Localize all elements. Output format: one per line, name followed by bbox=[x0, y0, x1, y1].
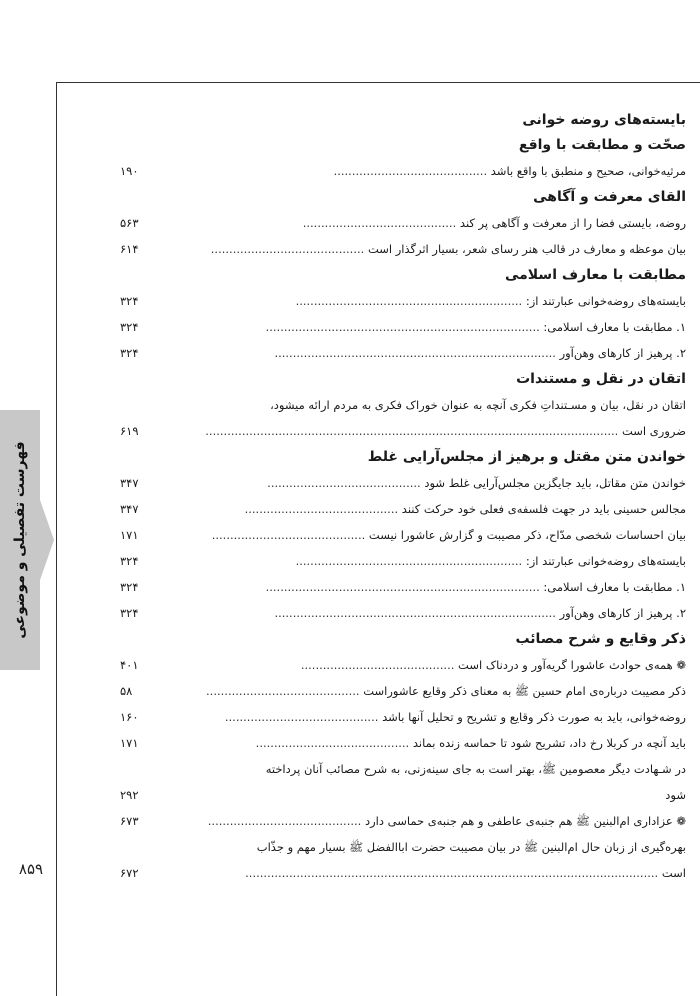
entry-text: بیان موعظه و معارف در قالب هنر رسای شعر، بسیار اثرگذار است bbox=[367, 242, 686, 256]
index-entry-multiline bbox=[120, 834, 686, 886]
leader-dots: ........................................................................... bbox=[265, 580, 540, 594]
entry-page: ۱۷۱ bbox=[120, 730, 141, 756]
entry-page: ۳۲۴ bbox=[120, 600, 141, 626]
index-title: بایسته‌های روضه خوانی bbox=[522, 112, 686, 128]
index-entry bbox=[120, 236, 686, 262]
page-frame-left-rule bbox=[56, 82, 57, 996]
page-frame-top-rule bbox=[56, 82, 700, 83]
entry-page: ۳۲۴ bbox=[120, 574, 141, 600]
entry-continuation-text: است bbox=[661, 866, 686, 880]
entry-page: ۱۷۱ bbox=[120, 522, 141, 548]
leader-dots: .......................................... bbox=[224, 710, 379, 724]
leader-dots: .............................................................. bbox=[295, 554, 523, 568]
index-entry bbox=[120, 808, 686, 834]
entry-text: مجالس حسینی باید در جهت فلسفه‌ی فعلی خود حرکت کنند bbox=[401, 502, 686, 516]
entry-text: بیان احساسات شخصی مدّاح، ذکر مصیبت و گزارش عاشورا نیست bbox=[368, 528, 686, 542]
index-entry bbox=[120, 678, 686, 704]
entry-text: ۱. مطابقت با معارف اسلامی: bbox=[543, 320, 686, 334]
index-entry bbox=[120, 340, 686, 366]
index-entry-multiline bbox=[120, 392, 686, 444]
entry-text: خواندن متن مقاتل، باید جایگزین مجلس‌آرایی غلط شود bbox=[424, 476, 686, 490]
entry-page: ۶۷۳ bbox=[120, 808, 141, 834]
entry-page: ۶۷۲ bbox=[120, 860, 141, 886]
entry-page: ۶۱۹ bbox=[120, 418, 141, 444]
entry-text: ۲. پرهیز از کارهای وهن‌آور bbox=[559, 606, 686, 620]
entry-text: در شـهادت دیگر معصومین ﷺ، بهتر است به جای سینه‌زنی، به شرح مصائب آنان پرداخته bbox=[265, 762, 686, 776]
entry-page: ۳۲۴ bbox=[120, 314, 141, 340]
index-entry bbox=[120, 704, 686, 730]
entry-text: بهره‌گیری از زبان حال ام‌البنین ﷺ در بیان مصیبت حضرت اباالفضل ﷺ بسیار مهم و جذّاب bbox=[256, 840, 686, 854]
section-heading: اتقان در نقل و مستندات bbox=[516, 371, 686, 387]
entry-text: ذکر مصیبت درباره‌ی امام حسین ﷺ به معنای ذکر وقایع عاشوراست bbox=[363, 684, 686, 698]
entry-page: ۳۲۴ bbox=[120, 288, 141, 314]
entry-text: ❁ عزاداری ام‌البنین ﷺ هم جنبه‌ی عاطفی و هم جنبه‌ی حماسی دارد bbox=[364, 814, 686, 828]
entry-text: روضه، بایستی فضا را از معرفت و آگاهی پر کند bbox=[459, 216, 686, 230]
index-entry bbox=[120, 652, 686, 678]
side-tab-label: فهرست تفصیلی و موضوعی bbox=[12, 441, 28, 639]
entry-page: ۵۸ bbox=[120, 678, 134, 704]
entry-page: ۲۹۲ bbox=[120, 782, 141, 808]
entry-continuation bbox=[120, 418, 686, 444]
index-entry bbox=[120, 210, 686, 236]
leader-dots: .......................................... bbox=[210, 242, 365, 256]
index-entry bbox=[120, 158, 686, 184]
entry-page: ۶۱۴ bbox=[120, 236, 141, 262]
entry-continuation bbox=[120, 860, 686, 886]
section-heading: خواندن متن مقتل و برهیز از مجلس‌آرایی غلط bbox=[367, 449, 686, 465]
entry-text: مرثیه‌خوانی، صحیح و منطبق با واقع باشد bbox=[490, 164, 686, 178]
section-heading: صحّت و مطابقت با واقع bbox=[518, 137, 686, 153]
entry-page: ۳۲۴ bbox=[120, 548, 141, 574]
section-heading: مطابقت با معارف اسلامی bbox=[504, 267, 686, 283]
index-entry-multiline bbox=[120, 756, 686, 808]
leader-dots: .......................................... bbox=[211, 528, 366, 542]
leader-dots: .......................................... bbox=[333, 164, 488, 178]
entry-page: ۳۴۷ bbox=[120, 470, 141, 496]
index-entry bbox=[120, 522, 686, 548]
leader-dots: ................................................................................................................. bbox=[245, 866, 659, 880]
entry-text: بایسته‌های روضه‌خوانی عبارتند از: bbox=[525, 554, 686, 568]
entry-text: ۱. مطابقت با معارف اسلامی: bbox=[543, 580, 686, 594]
leader-dots: ............................................................................. bbox=[274, 346, 556, 360]
leader-dots: ............................................................................. bbox=[274, 606, 556, 620]
index-entry bbox=[120, 574, 686, 600]
entry-text: ❁ همه‌ی حوادث عاشورا گریه‌آور و دردناک است bbox=[458, 658, 686, 672]
entry-page: ۳۴۷ bbox=[120, 496, 141, 522]
leader-dots: .......................................... bbox=[206, 684, 360, 698]
leader-dots: ........................................................................... bbox=[265, 320, 540, 334]
leader-dots: .......................................... bbox=[300, 658, 455, 672]
leader-dots: .......................................... bbox=[302, 216, 457, 230]
index-content bbox=[120, 108, 686, 886]
leader-dots: .............................................................. bbox=[295, 294, 523, 308]
entry-page: ۴۰۱ bbox=[120, 652, 141, 678]
entry-page: ۱۶۰ bbox=[120, 704, 141, 730]
index-entry bbox=[120, 288, 686, 314]
entry-continuation-text: شود bbox=[665, 788, 686, 802]
index-entry bbox=[120, 548, 686, 574]
entry-text: اتقان در نقل، بیان و مسـتنداتِ فکری آنچه به عنوان خوراک فکری به مردم ارائه میشود، bbox=[270, 398, 686, 412]
entry-page: ۱۹۰ bbox=[120, 158, 141, 184]
entry-text: ۲. پرهیز از کارهای وهن‌آور bbox=[559, 346, 686, 360]
entry-text: روضه‌خوانی، باید به صورت ذکر وقایع و تشریح و تحلیل آنها باشد bbox=[382, 710, 686, 724]
leader-dots: .......................................... bbox=[244, 502, 399, 516]
index-entry bbox=[120, 730, 686, 756]
leader-dots: .......................................... bbox=[255, 736, 410, 750]
entry-text: بایسته‌های روضه‌خوانی عبارتند از: bbox=[525, 294, 686, 308]
entry-text: باید آنچه در کربلا رخ داد، تشریح شود تا حماسه زنده بماند bbox=[412, 736, 686, 750]
side-tab-pointer bbox=[40, 500, 54, 580]
entry-continuation bbox=[120, 782, 686, 808]
page-number: ۸۵۹ bbox=[18, 860, 44, 878]
entry-page: ۵۶۳ bbox=[120, 210, 141, 236]
index-entry bbox=[120, 470, 686, 496]
section-heading: ذکر وقایع و شرح مصائب bbox=[515, 631, 686, 647]
section-heading: القای معرفت و آگاهی bbox=[533, 189, 686, 205]
leader-dots: .......................................... bbox=[207, 814, 362, 828]
entry-page: ۳۲۴ bbox=[120, 340, 141, 366]
index-entry bbox=[120, 496, 686, 522]
entry-continuation-text: ضروری است bbox=[622, 424, 686, 438]
index-entry bbox=[120, 314, 686, 340]
index-entry bbox=[120, 600, 686, 626]
leader-dots: ................................................................................................................. bbox=[205, 424, 619, 438]
leader-dots: .......................................... bbox=[267, 476, 421, 490]
